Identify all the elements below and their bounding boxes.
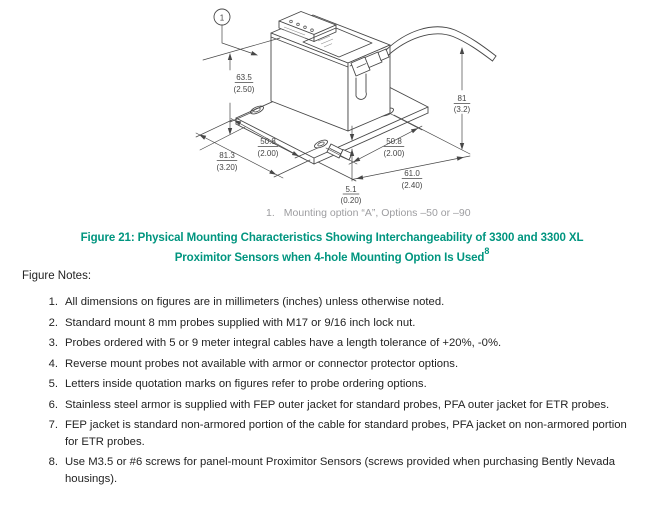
note-text: Probes ordered with 5 or 9 meter integral cables have a length tolerance of +20%, -0%.: [65, 337, 502, 349]
drawing-footnote: [266, 207, 471, 219]
note-text: All dimensions on figures are in millimeters (inches) unless otherwise noted.: [65, 296, 445, 308]
figure-notes-list: [44, 294, 644, 491]
note-text: Letters inside quotation marks on figures refer to probe ordering options.: [65, 378, 427, 390]
note-text: Standard mount 8 mm probes supplied with M17 or 9/16 inch lock nut.: [65, 316, 416, 329]
note-item: [44, 376, 644, 393]
note-text: Use M3.5 or #6 screws for panel-mount Proximitor Sensors (screws provided when purchasing Bently Nevada housings).: [65, 456, 616, 485]
note-item: [44, 294, 644, 311]
note-text: Reverse mount probes not available with armor or connector protector options.: [65, 357, 459, 370]
dim-depth-right-mm: 61.0: [404, 169, 420, 178]
note-number: 3.: [48, 337, 58, 349]
dim-depth-right: [318, 156, 470, 190]
note-number: 6.: [48, 398, 58, 411]
dim-hole-span-right-in: (2.00): [383, 149, 405, 158]
dim-base-thickness-in: (0.20): [340, 196, 362, 205]
drawing-footnote-text: Mounting option “A”, Options –50 or –90: [283, 207, 471, 219]
dim-hole-span-left-mm: 50.8: [260, 137, 276, 146]
callout-label: 1: [219, 13, 225, 23]
note-item: [44, 397, 644, 414]
note-item: [44, 335, 644, 352]
note-item: [44, 356, 644, 373]
note-number: 5.: [48, 378, 58, 390]
note-item: [44, 454, 644, 487]
integral-cable: [386, 27, 496, 61]
proximitor-mounting-drawing: [0, 0, 664, 228]
dim-cable-height-in: (3.2): [453, 105, 471, 114]
note-number: 1.: [48, 296, 58, 308]
figure-caption-line1: Figure 21: Physical Mounting Characteristics Showing Interchangeability of 3300 and 3300 XL: [80, 232, 584, 244]
figure-caption-line2: Proximitor Sensors when 4-hole Mounting Option Is Used$^8$: [174, 246, 490, 264]
caption-footnote-ref: 8: [484, 246, 490, 256]
dim-depth-right-in: (2.40): [401, 181, 423, 190]
callout-1: [214, 9, 258, 55]
dim-base-width-left-mm: 81.3: [219, 151, 235, 160]
note-item: [44, 417, 644, 450]
dim-height-left-mm: 63.5: [236, 73, 252, 82]
note-number: 2.: [48, 316, 58, 329]
figure-notes-heading: Figure Notes:: [22, 270, 92, 282]
note-number: 7.: [48, 419, 58, 431]
dim-height-left-in: (2.50): [233, 85, 255, 94]
dim-hole-span-left-in: (2.00): [257, 149, 279, 158]
dim-hole-span-right-mm: 50.8: [386, 137, 402, 146]
dim-base-thickness-mm: 5.1: [345, 185, 357, 194]
note-number: 4.: [48, 357, 58, 370]
figure-caption: [0, 231, 664, 266]
note-number: 8.: [48, 456, 58, 468]
note-text: Stainless steel armor is supplied with FEP outer jacket for standard probes, PFA outer jacket for ETR probes.: [65, 398, 610, 411]
drawing-footnote-number: 1.: [266, 207, 275, 219]
note-item: [44, 315, 644, 332]
dim-cable-height-mm: 81: [457, 94, 467, 103]
dim-base-width-left-in: (3.20): [216, 163, 238, 172]
note-text: FEP jacket is standard non-armored portion of the cable for standard probes, PFA jacket on non-armored portion for ETR probes.: [65, 419, 627, 448]
